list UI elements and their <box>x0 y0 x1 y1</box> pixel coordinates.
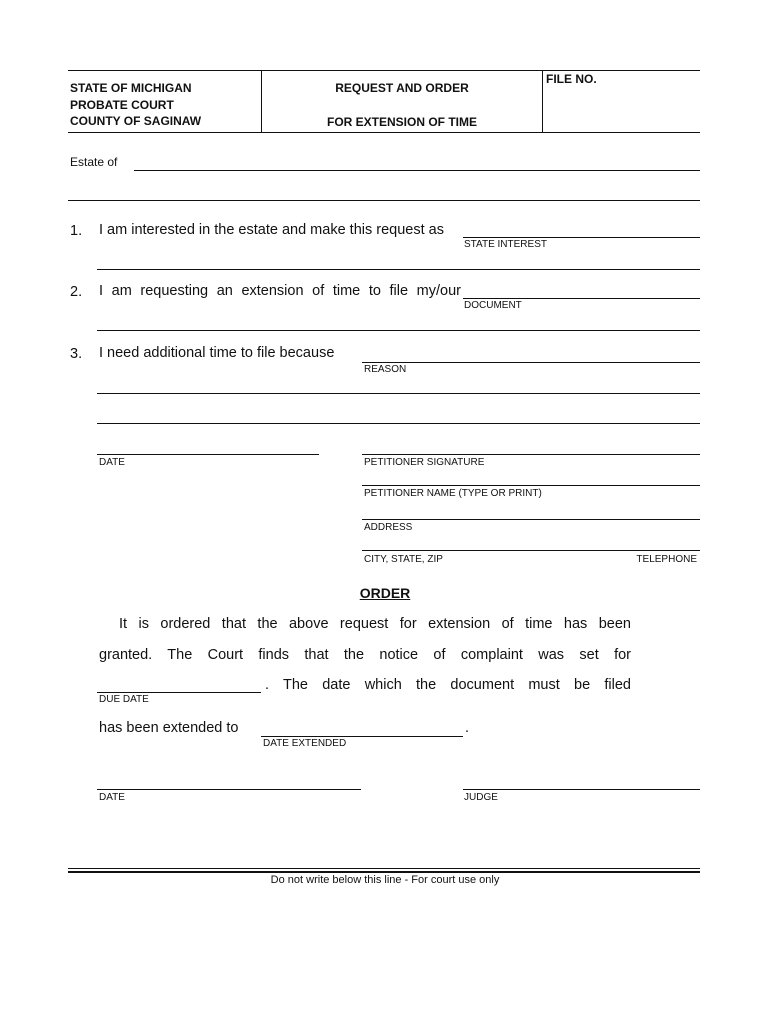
court-county: COUNTY OF SAGINAW <box>70 114 202 128</box>
court-use-note: Do not write below this line - For court use only <box>270 874 500 886</box>
petitioner-signature-field[interactable] <box>362 454 700 455</box>
order-date-field[interactable] <box>97 789 361 790</box>
petitioner-name-field[interactable] <box>362 485 700 486</box>
city-state-zip-field[interactable] <box>362 550 700 551</box>
telephone-caption: TELEPHONE <box>636 554 697 565</box>
item1-text: I am interested in the estate and make this request as <box>99 222 444 238</box>
date-extended-field[interactable] <box>261 736 463 737</box>
order-line1: It is ordered that the above request for extension of time has been <box>119 616 631 632</box>
item2-number: 2. <box>70 284 83 300</box>
judge-caption: JUDGE <box>464 792 498 803</box>
estate-name-field[interactable] <box>134 170 700 171</box>
order-line4-period: . <box>465 720 470 736</box>
reason-field-line3[interactable] <box>97 423 700 424</box>
order-date-caption: DATE <box>99 792 125 803</box>
court-state: STATE OF MICHIGAN <box>70 81 192 95</box>
order-line4: has been extended to <box>99 720 239 736</box>
estate-label: Estate of <box>70 155 118 169</box>
court-name-block <box>70 80 201 130</box>
request-date-field[interactable] <box>97 454 319 455</box>
date-extended-caption: DATE EXTENDED <box>263 738 347 749</box>
due-date-field[interactable] <box>97 692 261 693</box>
reason-caption: REASON <box>364 364 407 375</box>
judge-signature-field[interactable] <box>463 789 700 790</box>
request-date-caption: DATE <box>99 457 125 468</box>
header-divider-right <box>542 70 543 132</box>
order-line2: granted. The Court finds that the notice of complaint was set for <box>99 647 631 663</box>
file-no-label: FILE NO. <box>546 72 597 86</box>
estate-name-field-line2[interactable] <box>68 200 700 201</box>
document-field-line2[interactable] <box>97 330 700 331</box>
order-heading: ORDER <box>359 585 411 601</box>
reason-field-line2[interactable] <box>97 393 700 394</box>
reason-field[interactable] <box>362 362 700 363</box>
order-line3: . The date which the document must be filed <box>265 677 631 693</box>
address-caption: ADDRESS <box>364 522 413 533</box>
court-use-divider-bottom <box>68 871 700 873</box>
item1-number: 1. <box>70 223 83 239</box>
item3-text: I need additional time to file because <box>99 345 335 361</box>
document-field[interactable] <box>463 298 700 299</box>
header-bottom-rule <box>68 132 700 133</box>
state-interest-caption: STATE INTEREST <box>464 239 547 250</box>
city-state-zip-caption: CITY, STATE, ZIP <box>364 554 443 565</box>
court-use-divider-top <box>68 868 700 869</box>
state-interest-field-line2[interactable] <box>97 269 700 270</box>
petitioner-name-caption: PETITIONER NAME (TYPE OR PRINT) <box>364 488 542 499</box>
header-top-rule <box>68 70 700 71</box>
petitioner-signature-caption: PETITIONER SIGNATURE <box>364 457 485 468</box>
item2-text: I am requesting an extension of time to file my/our <box>99 283 461 299</box>
state-interest-field[interactable] <box>463 237 700 238</box>
due-date-caption: DUE DATE <box>99 694 149 705</box>
address-field[interactable] <box>362 519 700 520</box>
document-caption: DOCUMENT <box>464 300 522 311</box>
form-title-line2: FOR EXTENSION OF TIME <box>326 115 477 129</box>
form-title-line1: REQUEST AND ORDER <box>335 81 469 95</box>
item3-number: 3. <box>70 346 83 362</box>
court-type: PROBATE COURT <box>70 97 174 112</box>
